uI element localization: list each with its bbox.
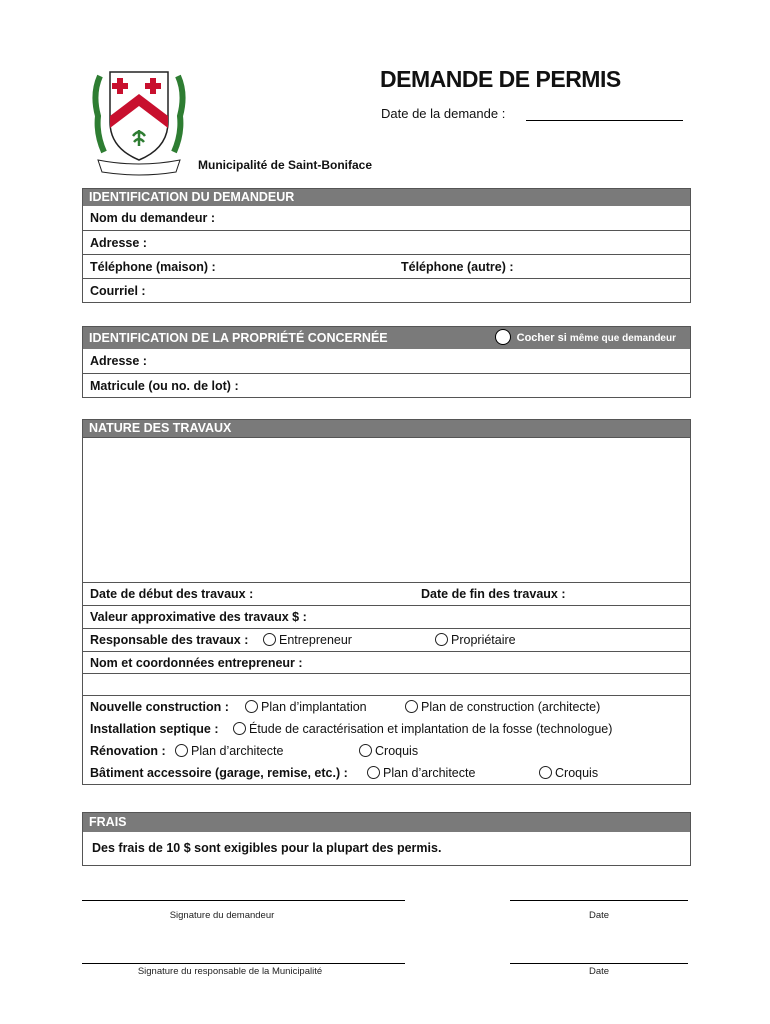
contractor-radio[interactable] <box>263 633 276 646</box>
reno-sketch-option[interactable]: Croquis <box>359 740 418 762</box>
applicant-name-field[interactable]: Nom du demandeur : <box>90 211 216 225</box>
septic-study-radio[interactable] <box>233 722 246 735</box>
responsible-row <box>83 628 690 651</box>
request-date-label: Date de la demande : <box>381 106 506 121</box>
same-as-applicant-radio[interactable] <box>495 329 511 345</box>
contractor-info-label-row: Nom et coordonnées entrepreneur : <box>83 651 690 673</box>
property-address-field[interactable]: Adresse : <box>90 354 147 368</box>
implantation-plan-radio[interactable] <box>245 700 258 713</box>
official-signature-field[interactable] <box>82 963 405 964</box>
official-date-field[interactable] <box>510 963 688 964</box>
fees-section-heading: FRAIS <box>83 813 690 832</box>
work-value-field[interactable]: Valeur approximative des travaux $ : <box>83 605 690 628</box>
septic-row: Installation septique : Étude de caractérisation et implantation de la fosse (technologue) <box>83 718 690 740</box>
contractor-option[interactable]: Entrepreneur <box>263 629 352 652</box>
owner-option[interactable]: Propriétaire <box>435 629 516 652</box>
septic-study-option[interactable]: Étude de caractérisation et implantation de la fosse (technologue) <box>233 718 612 740</box>
construction-plan-radio[interactable] <box>405 700 418 713</box>
acc-sketch-radio[interactable] <box>539 766 552 779</box>
applicant-section-heading: IDENTIFICATION DU DEMANDEUR <box>83 189 690 206</box>
end-date-label: Date de fin des travaux : <box>421 587 566 601</box>
renovation-row: Rénovation : Plan d’architecte Croquis <box>83 740 690 762</box>
official-date-label: Date <box>588 966 610 977</box>
lot-number-field[interactable]: Matricule (ou no. de lot) : <box>83 373 690 397</box>
municipality-name: Municipalité de Saint-Boniface <box>198 158 373 172</box>
page-title: DEMANDE DE PERMIS <box>380 66 621 92</box>
phone-other-label: Téléphone (autre) : <box>401 260 514 274</box>
owner-radio[interactable] <box>435 633 448 646</box>
work-section-heading: NATURE DES TRAVAUX <box>83 420 690 437</box>
work-section <box>82 419 691 785</box>
construction-plan-option[interactable]: Plan de construction (architecte) <box>405 696 600 719</box>
work-dates-row[interactable] <box>83 582 690 605</box>
same-as-applicant-option[interactable]: Cocher si même que demandeur <box>495 327 676 350</box>
property-section <box>82 326 691 398</box>
applicant-signature-field[interactable] <box>82 900 405 901</box>
applicant-signature-label: Signature du demandeur <box>169 910 275 921</box>
reno-architect-plan-option[interactable]: Plan d’architecte <box>175 740 283 762</box>
applicant-date-label: Date <box>588 910 610 921</box>
contractor-info-field[interactable] <box>83 673 690 695</box>
phone-row[interactable] <box>83 254 690 278</box>
fees-text: Des frais de 10 $ sont exigibles pour la plupart des permis. <box>92 841 442 855</box>
phone-home-label: Téléphone (maison) : <box>90 260 216 274</box>
applicant-address-field[interactable]: Adresse : <box>83 230 690 254</box>
responsible-label: Responsable des travaux : <box>90 633 249 647</box>
acc-sketch-option[interactable]: Croquis <box>539 762 598 784</box>
implantation-plan-option[interactable]: Plan d’implantation <box>245 696 367 719</box>
municipal-crest-logo <box>90 64 188 176</box>
fees-section <box>82 812 691 866</box>
reno-sketch-radio[interactable] <box>359 744 372 757</box>
property-section-heading: IDENTIFICATION DE LA PROPRIÉTÉ CONCERNÉE Cocher si même que demandeur <box>83 327 690 349</box>
accessory-row: Bâtiment accessoire (garage, remise, etc.) : Plan d’architecte Croquis <box>83 762 690 784</box>
work-description-area[interactable] <box>83 437 690 582</box>
acc-architect-plan-radio[interactable] <box>367 766 380 779</box>
new-construction-row: Nouvelle construction : Plan d’implantation Plan de construction (architecte) <box>83 695 690 718</box>
applicant-date-field[interactable] <box>510 900 688 901</box>
start-date-label: Date de début des travaux : <box>90 587 254 601</box>
applicant-section <box>82 188 691 303</box>
email-field[interactable]: Courriel : <box>83 278 690 302</box>
official-signature-label: Signature du responsable de la Municipalité <box>137 966 323 977</box>
reno-architect-plan-radio[interactable] <box>175 744 188 757</box>
acc-architect-plan-option[interactable]: Plan d’architecte <box>367 762 475 784</box>
request-date-field[interactable] <box>526 120 683 121</box>
